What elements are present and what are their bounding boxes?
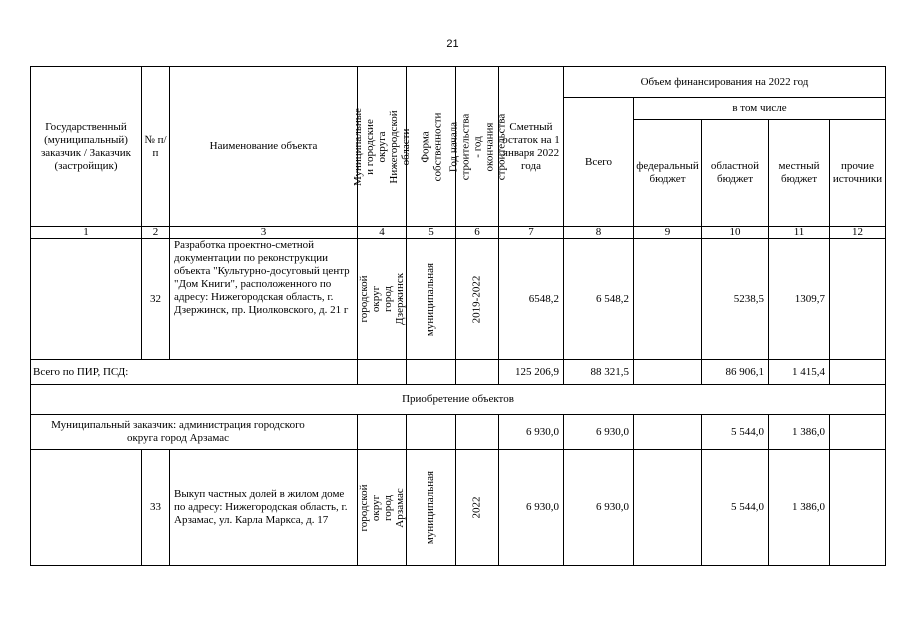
arzamas-total: 6 930,0	[564, 415, 634, 450]
column-number: 6	[456, 227, 499, 239]
header-ownership-text: Форма собственности	[419, 112, 443, 181]
row32-years	[456, 239, 499, 360]
row33-years	[456, 450, 499, 566]
row32-years-text: 2019-2022	[470, 275, 483, 323]
empty-cell	[456, 415, 499, 450]
total-pir-estimate: 125 206,9	[499, 360, 564, 385]
arzamas-customer-label: Муниципальный заказчик: администрация городского округа город Арзамас	[31, 415, 358, 450]
total-pir-other	[830, 360, 886, 385]
empty-cell	[456, 360, 499, 385]
header-years-text: Год начала строительства - год окончания строительства	[447, 113, 507, 180]
table-row	[31, 415, 886, 450]
column-number: 5	[407, 227, 456, 239]
row32-federal	[634, 239, 702, 360]
table-row	[31, 450, 886, 566]
row32-district-text: городской округ город Дзержинск	[358, 272, 406, 326]
column-number: 12	[830, 227, 886, 239]
section-title: Приобретение объектов	[31, 385, 886, 415]
table-row	[31, 360, 886, 385]
column-number: 9	[634, 227, 702, 239]
row33-local: 1 386,0	[769, 450, 830, 566]
table-row	[31, 239, 886, 360]
row33-object-name: Выкуп частных долей в жилом доме по адресу: Нижегородская область, г. Арзамас, ул. Карла Маркса, д. 17	[170, 450, 358, 566]
section-row	[31, 385, 886, 415]
row33-regional: 5 544,0	[702, 450, 769, 566]
header-local: местный бюджет	[769, 120, 830, 227]
row32-estimate: 6548,2	[499, 239, 564, 360]
header-funding: Объем финансирования на 2022 год	[564, 67, 886, 98]
row33-estimate: 6 930,0	[499, 450, 564, 566]
row33-total: 6 930,0	[564, 450, 634, 566]
row32-district	[358, 239, 407, 360]
header-customer: Государственный (муниципальный) заказчик / Заказчик (застройщик)	[31, 67, 142, 227]
column-number: 8	[564, 227, 634, 239]
column-number: 7	[499, 227, 564, 239]
total-pir-regional: 86 906,1	[702, 360, 769, 385]
financing-table	[30, 66, 886, 566]
page-number: 21	[446, 38, 459, 50]
empty-cell	[358, 415, 407, 450]
column-number: 3	[170, 227, 358, 239]
row32-other	[830, 239, 886, 360]
empty-cell	[407, 415, 456, 450]
row32-object-name: Разработка проектно-сметной документации по реконструкции объекта "Культурно-досуговый центр "Дом Книги", расположенного по адресу: Нижегородская область, г. Дзержинск, пр. Циолковского, д. 21 г	[170, 239, 358, 360]
header-regional: областной бюджет	[702, 120, 769, 227]
row32-customer	[31, 239, 142, 360]
row33-other	[830, 450, 886, 566]
arzamas-other	[830, 415, 886, 450]
row32-total: 6 548,2	[564, 239, 634, 360]
header-districts	[352, 67, 412, 227]
row32-regional: 5238,5	[702, 239, 769, 360]
header-other: прочие источники	[830, 120, 886, 227]
arzamas-local: 1 386,0	[769, 415, 830, 450]
column-number: 2	[142, 227, 170, 239]
total-pir-total: 88 321,5	[564, 360, 634, 385]
header-object-name: Наименование объекта	[170, 67, 358, 227]
arzamas-estimate: 6 930,0	[499, 415, 564, 450]
row33-district	[358, 450, 407, 566]
header-including: в том числе	[634, 98, 886, 120]
row32-ownership-text: муниципальная	[424, 262, 437, 336]
total-pir-label: Всего по ПИР, ПСД:	[31, 360, 358, 385]
row33-ownership	[407, 450, 456, 566]
empty-cell	[407, 360, 456, 385]
header-federal: федеральный бюджет	[634, 120, 702, 227]
row33-years-text: 2022	[470, 496, 483, 519]
row32-local: 1309,7	[769, 239, 830, 360]
arzamas-regional: 5 544,0	[702, 415, 769, 450]
total-pir-federal	[634, 360, 702, 385]
row33-customer	[31, 450, 142, 566]
total-pir-local: 1 415,4	[769, 360, 830, 385]
column-number: 1	[31, 227, 142, 239]
header-number: № п/п	[142, 67, 170, 227]
row33-ownership-text: муниципальная	[424, 470, 437, 545]
column-number: 4	[358, 227, 407, 239]
column-number: 11	[769, 227, 830, 239]
row32-ownership	[407, 239, 456, 360]
row33-federal	[634, 450, 702, 566]
arzamas-federal	[634, 415, 702, 450]
empty-cell	[358, 360, 407, 385]
header-estimate: Сметный остаток на 1 января 2022 года	[499, 67, 564, 227]
column-number-row	[31, 227, 886, 239]
row33-district-text: городской округ город Арзамас	[358, 483, 406, 532]
row32-number: 32	[142, 239, 170, 360]
header-years	[447, 67, 507, 227]
row33-number: 33	[142, 450, 170, 566]
header-total: Всего	[564, 98, 634, 227]
column-number: 10	[702, 227, 769, 239]
header-districts-text: Муниципальные и городские округа Нижегородской области	[352, 107, 412, 186]
